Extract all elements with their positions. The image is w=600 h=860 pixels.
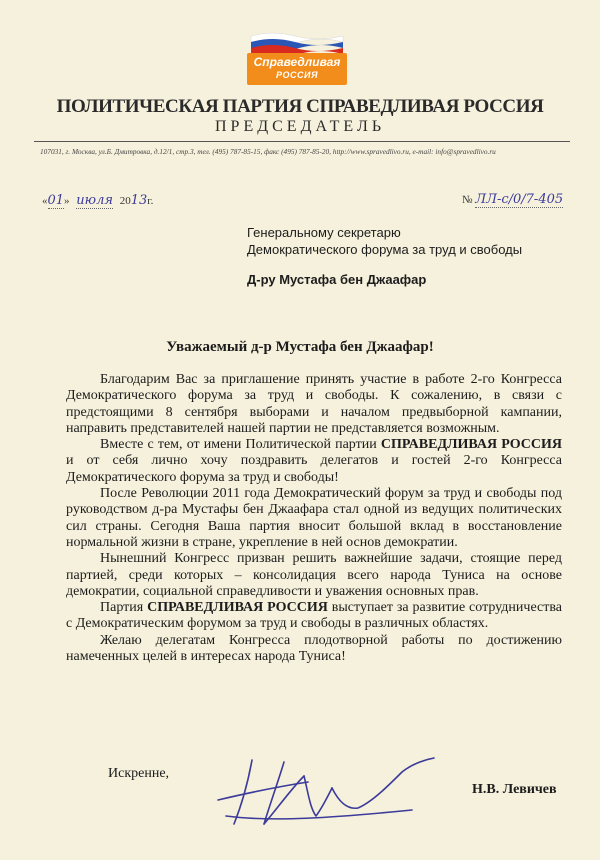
body-paragraph-4: Нынешний Конгресс призван решить важнейшие задачи, стоящие перед партией, среди которых – консолидация всего народа Туниса на основе демократии, социальной справедливости и уважения основных прав. [66, 551, 562, 599]
body-paragraph-2 [66, 437, 562, 486]
logo-text-line1: Справедливая [253, 55, 341, 69]
p2-text-before: Вместе с тем, от имени Политической партии [100, 437, 381, 453]
greeting: Уважаемый д-р Мустафа бен Джаафар! [166, 339, 434, 355]
body-paragraph-3: После Революции 2011 года Демократический форум за труд и свободы под руководством д-ра Мустафы бен Джаафара стал одной из ведущих политических сил страны. Сегодня Ваша партия вносит большой вклад в восстановление нормальной жизни в стране, укрепление в ней основ демократии. [66, 486, 562, 550]
p5-party-name: СПРАВЕДЛИВАЯ РОССИЯ [147, 600, 328, 616]
signer-name: Н.В. Левичев [472, 782, 557, 797]
signature-icon [212, 752, 437, 832]
logo-text-line2: РОССИЯ [275, 70, 319, 80]
body-paragraph-6: Желаю делегатам Конгресса плодотворной работы по достижению намеченных целей в интересах народа Туниса! [66, 632, 562, 665]
party-logo [243, 30, 351, 86]
recipient-block [247, 224, 522, 258]
date-close-quote: » [64, 195, 70, 207]
party-address: 107031, г. Москва, ул.Б. Дмитровка, д.12/1, стр.3, тел. (495) 787-85-15, факс (495) 787-85-20, http://www.spravedlivo.ru, e-mail: info@spravedlivo.ru [40, 147, 496, 156]
p2-text-after: и от себя лично хочу поздравить делегатов и гостей 2-го Конгресса Демократического форума за труд и свободы! [66, 453, 562, 485]
letter-body [66, 372, 562, 665]
date-year: 13 [130, 193, 148, 208]
chairman-title: ПРЕДСЕДАТЕЛЬ [214, 118, 386, 135]
party-name: ПОЛИТИЧЕСКАЯ ПАРТИЯ СПРАВЕДЛИВАЯ РОССИЯ [56, 96, 544, 117]
number-value: ЛЛ-с/0/7-405 [475, 192, 564, 207]
p2-party-name: СПРАВЕДЛИВАЯ РОССИЯ [380, 437, 562, 453]
date-month: июля [76, 193, 113, 208]
body-paragraph-5 [66, 600, 562, 633]
recipient-line1: Генеральному секретарю [247, 225, 401, 240]
closing: Искренне, [108, 766, 170, 781]
date-line [42, 193, 153, 208]
p5-text-before: Партия [100, 600, 148, 616]
date-year-prefix: 20 [119, 195, 131, 207]
reference-number [462, 192, 563, 207]
date-day: 01 [47, 193, 65, 208]
p5-text-after: выступает за развитие сотрудничества с Демократическим форумом за труд и свободы в различных областях. [66, 600, 562, 632]
body-paragraph-1: Благодарим Вас за приглашение принять участие в работе 2-го Конгресса Демократического форума за труд и свободы. К сожалению, в связи с предстоящими 8 сентября выборами и началом предвыборной кампании, направить представителей нашей партии не представляется возможным. [66, 372, 562, 436]
date-open-quote: « [42, 195, 48, 207]
number-prefix: № [462, 194, 473, 206]
recipient-name: Д-ру Мустафа бен Джаафар [247, 272, 427, 287]
date-year-suffix: г. [147, 195, 154, 207]
header-divider [34, 141, 570, 142]
recipient-line2: Демократического форума за труд и свободы [247, 242, 523, 257]
